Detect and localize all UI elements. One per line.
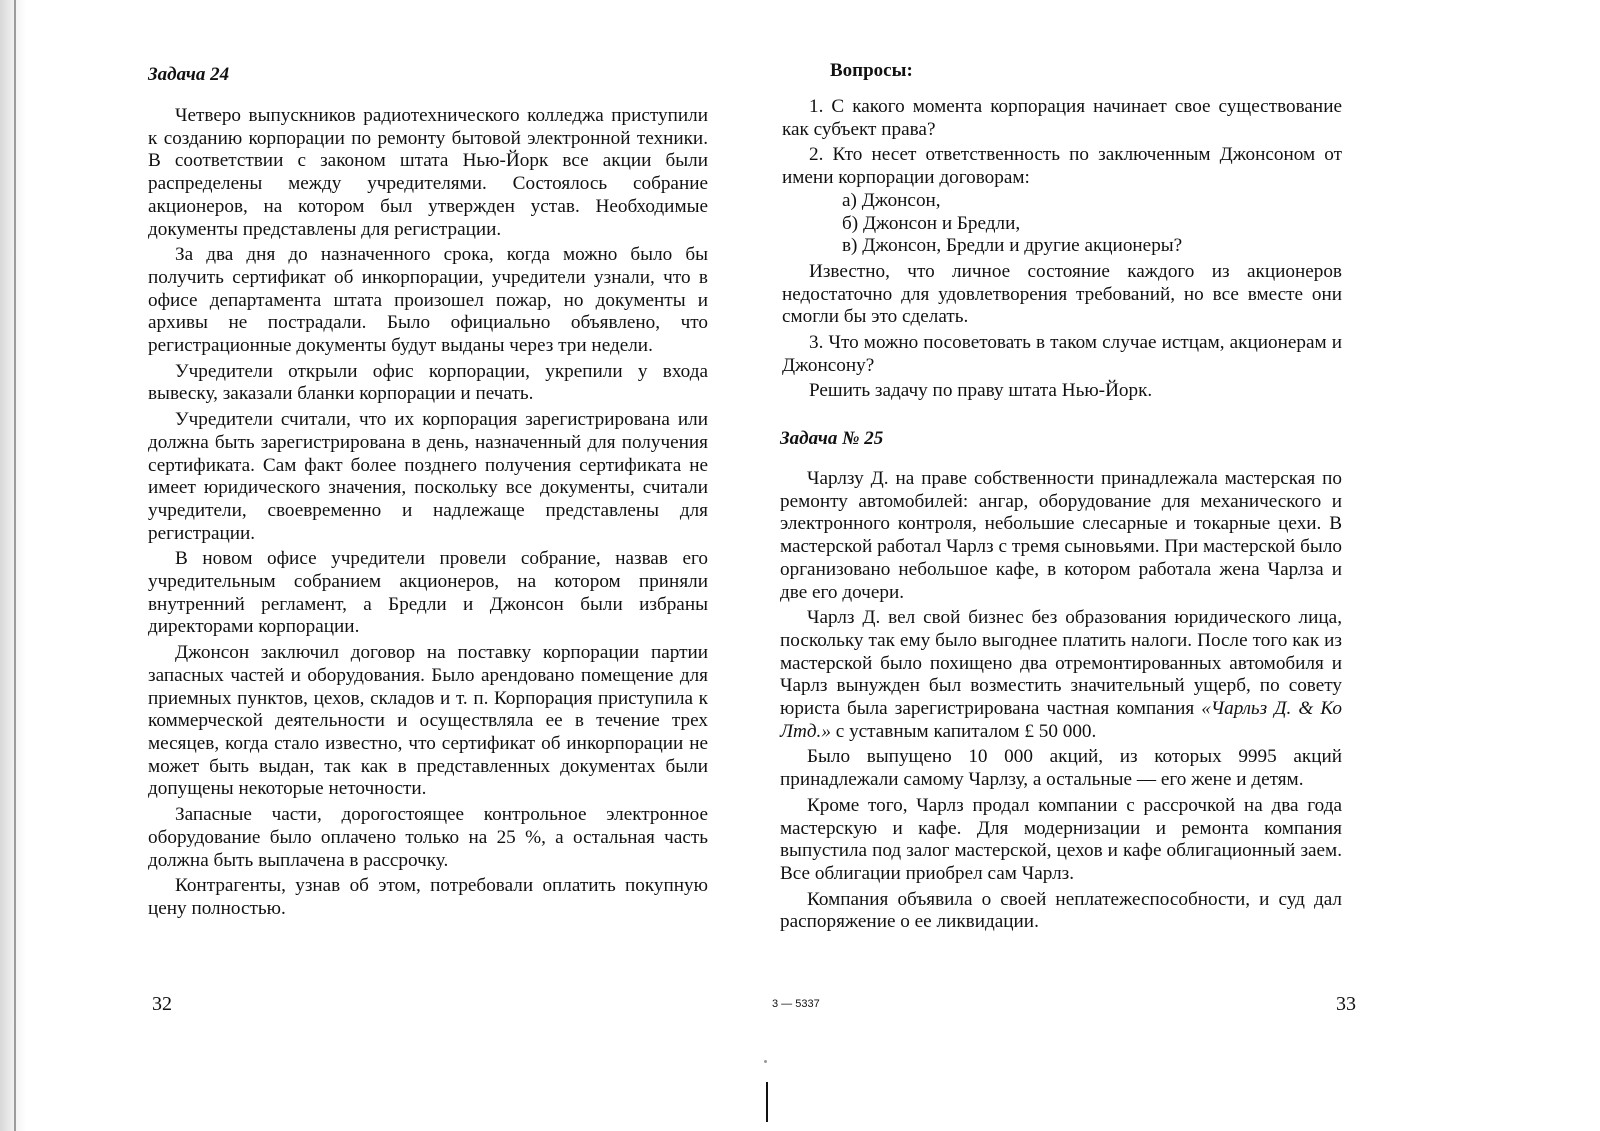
- paragraph: Было выпущено 10 000 акций, из которых 9995 акций принадлежали самому Чарлзу, а остальные — его жене и детям.: [780, 746, 1342, 791]
- task-25-body: [780, 468, 1342, 937]
- left-page: [148, 0, 723, 1131]
- question-2-option-b: б) Джонсон и Бредли,: [842, 212, 1021, 234]
- task-25-heading: Задача № 25: [780, 428, 884, 449]
- paragraph: Учредители считали, что их корпорация зарегистрирована или должна быть зарегистрирована в день, назначенный для получения сертификата. Сам факт более позднего получения сертификата не имеет юридического значения, поскольку все документы, считали учредители, своевременно и надлежаще представлены для регистрации.: [148, 409, 708, 544]
- page-edge-line: [14, 0, 16, 1131]
- company-text-before: Чарлз Д. вел свой бизнес без образования юридического лица, поскольку так ему было выгоднее платить налоги. После того как из мастерской было похищено два отремонтированных автомобиля и Чарлз вынужден был возместить значительный ущерб, по совету юриста была зарегистрирована частная компания: [780, 607, 1342, 720]
- task-24-body: [148, 105, 708, 924]
- questions-block: [782, 96, 1342, 406]
- question-2: 2. Кто несет ответственность по заключенным Джонсоном от имени корпорации договорам:: [782, 144, 1342, 189]
- note-paragraph: Известно, что личное состояние каждого из акционеров недостаточно для удовлетворения требований, но все вместе они смогли бы это сделать.: [782, 260, 1342, 328]
- task-24-heading: Задача 24: [148, 64, 230, 85]
- paragraph: За два дня до назначенного срока, когда можно было бы получить сертификат об инкорпорации, учредители узнали, что в офисе департамента штата произошел пожар, но документы и архивы не пострадали. Было официально объявлено, что регистрационные документы будут выданы через три недели.: [148, 244, 708, 357]
- company-name: «Чарльз Д. & Ко Лтд.»: [780, 698, 1342, 742]
- paragraph: Джонсон заключил договор на поставку корпорации партии запасных частей и оборудования. Было арендовано помещение для приемных пунктов, цехов, складов и т. п. Корпорация приступила к коммерческой деятельности и осуществляла ее в течение трех месяцев, когда стало известно, что сертификат об инкорпорации не может быть выдан, так как в представленных документах были допущены некоторые неточности.: [148, 642, 708, 800]
- gutter-dot: [764, 1060, 767, 1063]
- paragraph: Учредители открыли офис корпорации, укрепили у входа вывеску, заказали бланки корпорации и печать.: [148, 360, 708, 405]
- instruction: Решить задачу по праву штата Нью-Йорк.: [809, 380, 1153, 402]
- page-number-right: 33: [1336, 993, 1356, 1015]
- gutter-mark: [766, 1082, 768, 1122]
- question-3: 3. Что можно посоветовать в таком случае истцам, акционерам и Джонсону?: [782, 332, 1342, 376]
- right-page: [772, 0, 1371, 1131]
- page-edge-shadow: [0, 0, 26, 1131]
- signature-mark: 3 — 5337: [772, 998, 820, 1010]
- paragraph: Компания объявила о своей неплатежеспособности, и суд дал распоряжение о ее ликвидации.: [780, 888, 1342, 933]
- paragraph: Запасные части, дорогостоящее контрольное электронное оборудование было оплачено только на 25 %, а остальная часть должна быть выплачена в рассрочку.: [148, 804, 708, 871]
- page-number-left: 32: [152, 993, 172, 1015]
- company-text-after: с уставным капиталом £ 50 000.: [830, 720, 1097, 742]
- questions-heading: Вопросы:: [830, 60, 913, 81]
- paragraph: В новом офисе учредители провели собрание, назвав его учредительным собранием акционеров, на котором приняли внутренний регламент, а Бредли и Джонсон были избраны директорами корпорации.: [148, 548, 708, 638]
- paragraph: Контрагенты, узнав об этом, потребовали оплатить покупную цену полностью.: [148, 875, 708, 919]
- question-2-option-c: в) Джонсон, Бредли и другие акционеры?: [842, 235, 1183, 257]
- paragraph: Четверо выпускников радиотехнического колледжа приступили к созданию корпорации по ремонту бытовой электронной техники. В соответствии с законом штата Нью-Йорк все акции были распределены между учредителями. Состоялось собрание акционеров, на котором был утвержден устав. Необходимые документы представлены для регистрации.: [148, 105, 708, 240]
- paragraph: Кроме того, Чарлз продал компании с рассрочкой на два года мастерскую и кафе. Для модернизации и ремонта компания выпустила под залог мастерской, цехов и кафе облигационный заем. Все облигации приобрел сам Чарлз.: [780, 794, 1342, 884]
- paragraph: Чарлзу Д. на праве собственности принадлежала мастерская по ремонту автомобилей: ангар, оборудование для механического и электронного контроля, небольшие слесарные и токарные цехи. В мастерской работал Чарлз с тремя сыновьями. При мастерской было организовано небольшое кафе, в котором работала жена Чарлза и две его дочери.: [780, 468, 1342, 603]
- company-paragraph: [780, 607, 1342, 743]
- question-1: 1. С какого момента корпорация начинает свое существование как субъект права?: [782, 96, 1342, 140]
- question-2-option-a: а) Джонсон,: [842, 189, 941, 211]
